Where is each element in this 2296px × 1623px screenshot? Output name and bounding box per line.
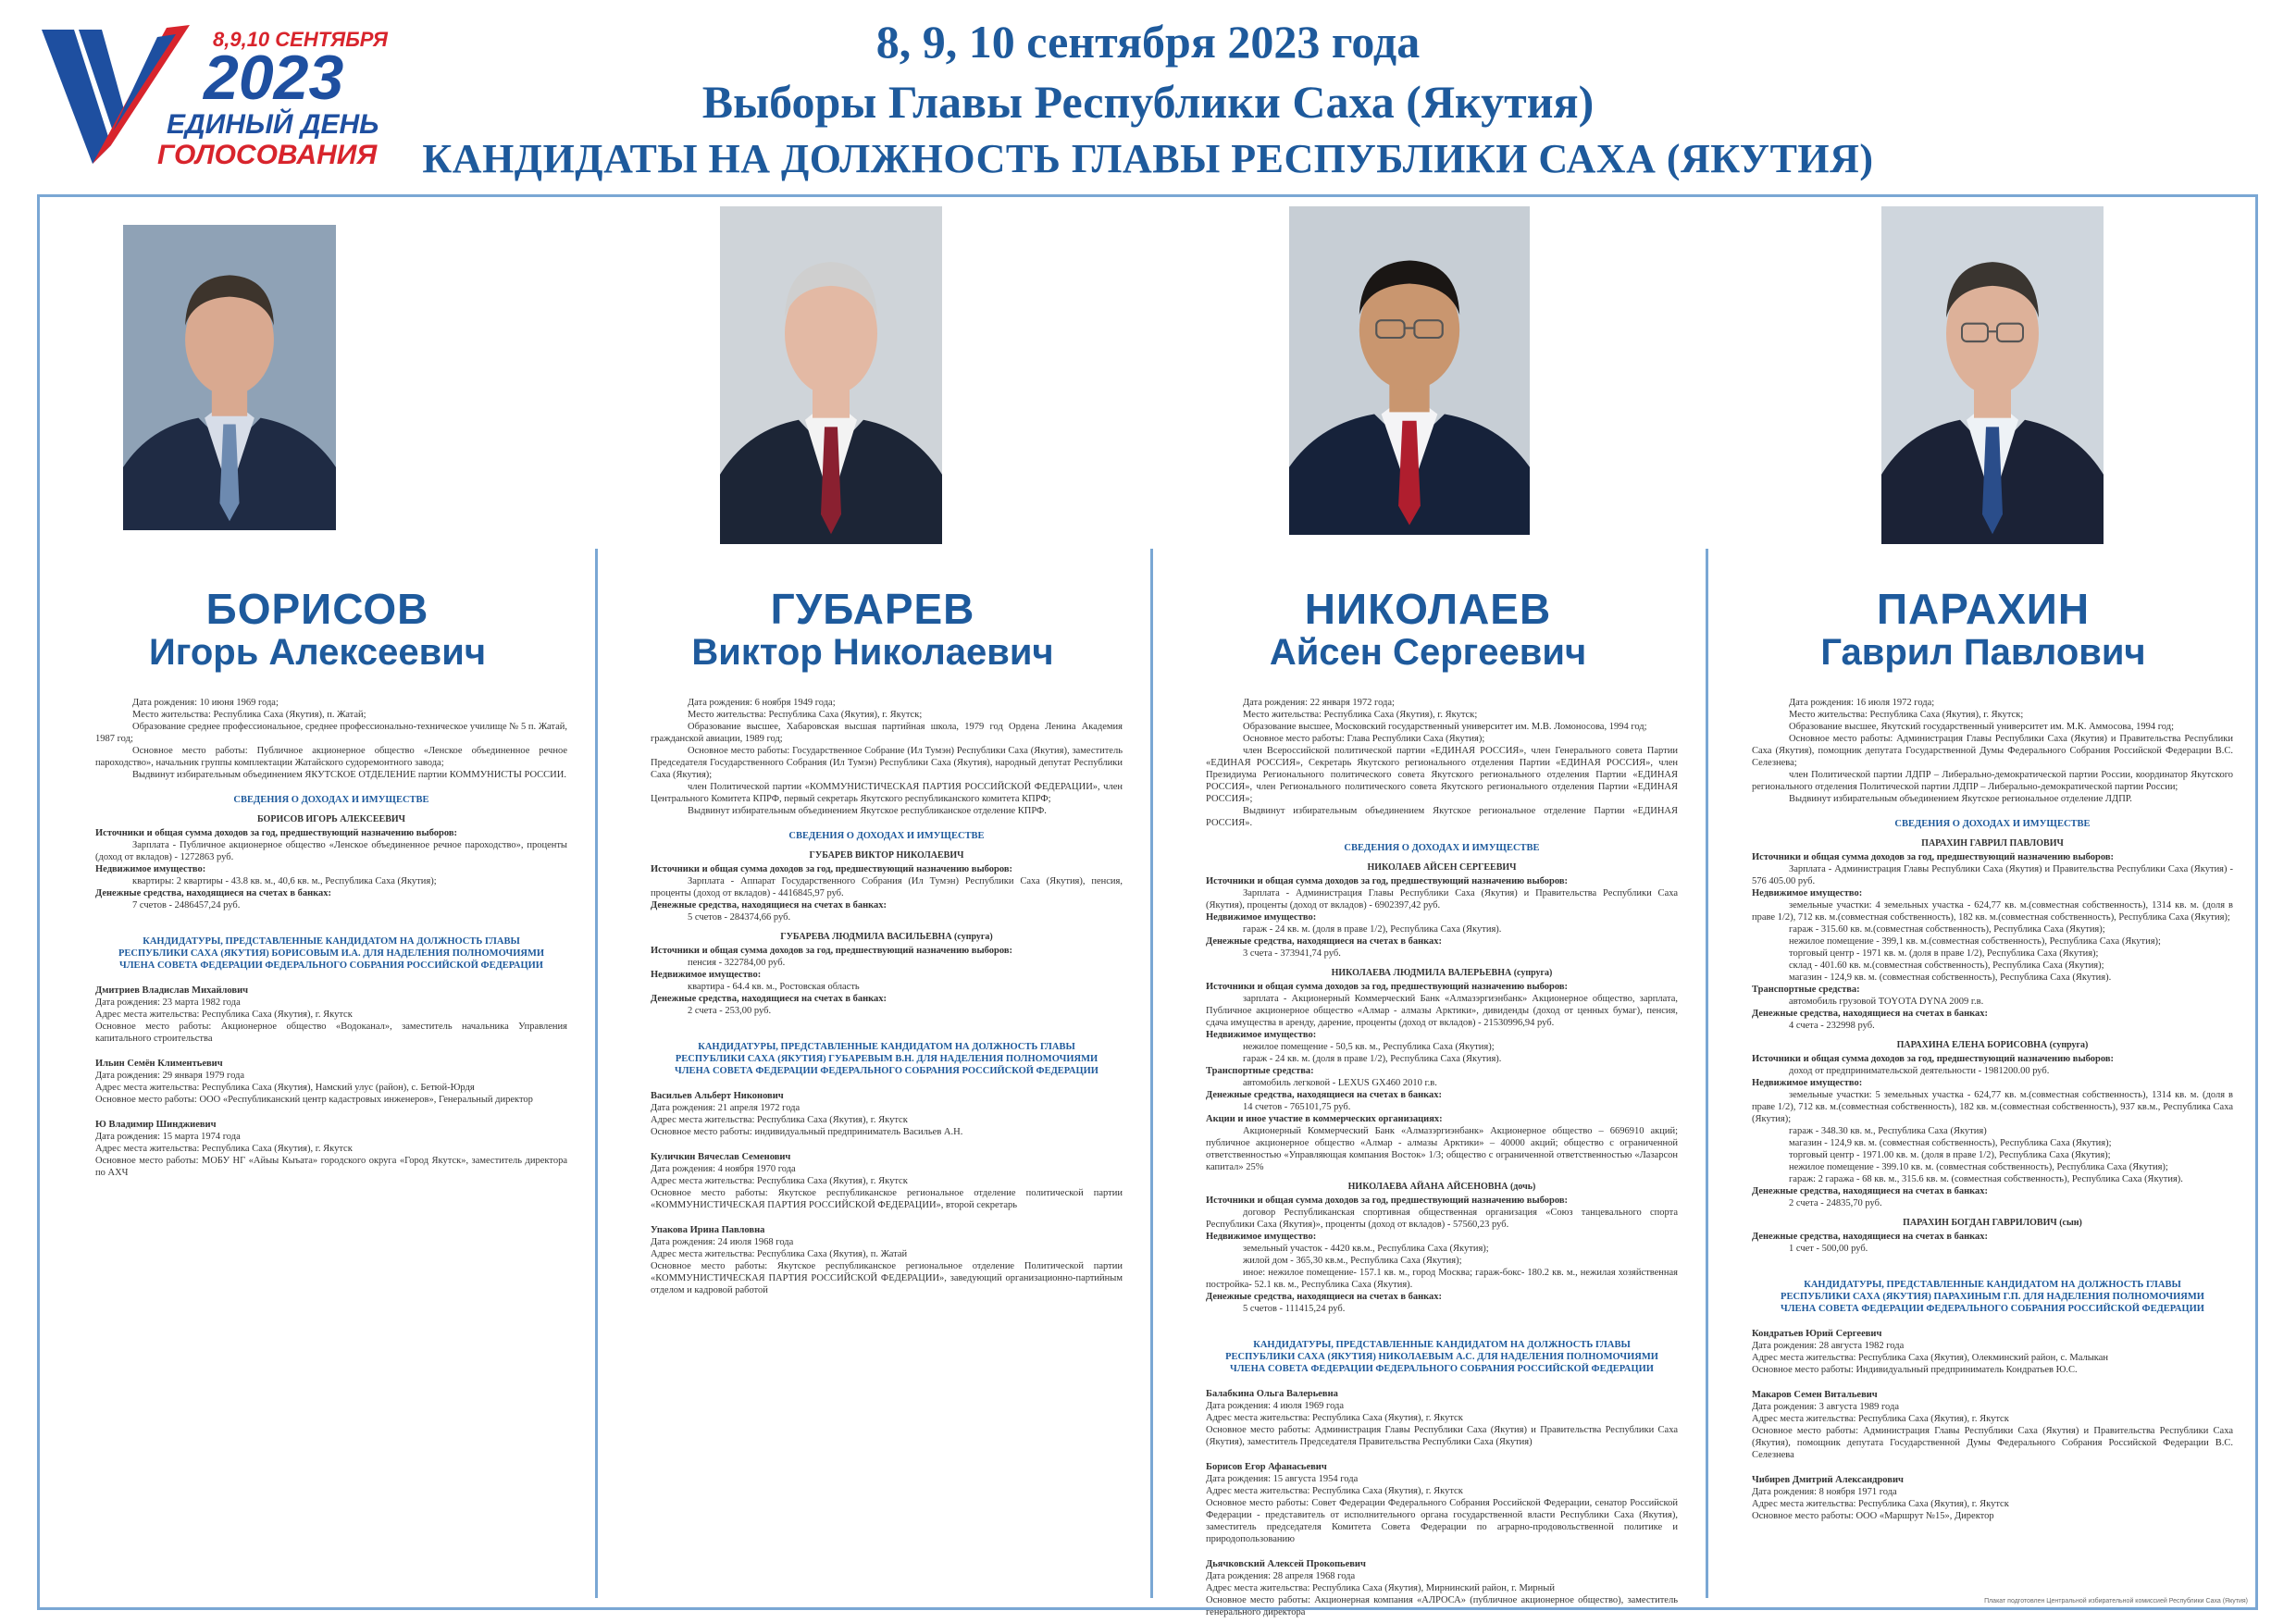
senator-detail: Основное место работы: ООО «Маршрут №15», Директор (1752, 1511, 1994, 1521)
income-line: гараж - 24 кв. м. (доля в праве 1/2), Республика Саха (Якутия). (1243, 924, 1502, 935)
income-line: Денежные средства, находящиеся на счетах в банках: (1752, 1186, 1989, 1196)
senator-detail: Основное место работы: индивидуальный предприниматель Васильев А.Н. (651, 1127, 963, 1137)
bio-line: Дата рождения: 22 января 1972 года; (1243, 698, 1395, 708)
candidate-photo (1881, 206, 2104, 544)
senator-entry (1206, 1388, 1678, 1448)
income-line: нежилое помещение - 399.10 кв. м. (совместная собственность), Республика Саха (Якутия); (1789, 1162, 2168, 1172)
candidate-photo (720, 206, 942, 544)
income-line: пенсия - 322784,00 руб. (688, 958, 786, 968)
senator-detail: Дата рождения: 29 января 1979 года (95, 1071, 245, 1081)
income-line: Источники и общая сумма доходов за год, предшествующий назначению выборов: (1206, 982, 1569, 992)
income-line: автомобиль легковой - LEXUS GX460 2010 г.в. (1243, 1078, 1437, 1088)
income-line: 5 счетов - 284374,66 руб. (688, 912, 791, 923)
senator-detail: Адрес места жительства: Республика Саха (Якутия), Мирнинский район, г. Мирный (1206, 1583, 1555, 1593)
bio-line: Образование среднее профессиональное, среднее профессионально-техническое училище № 5 п. Жатай, 1987 год; (95, 722, 567, 744)
candidate-column (40, 197, 595, 1608)
senators-title: КАНДИДАТУРЫ, ПРЕДСТАВЛЕННЫЕ КАНДИДАТОМ НА ДОЛЖНОСТЬ ГЛАВЫ РЕСПУБЛИКИ САХА (ЯКУТИЯ) НИКОЛАЕВЫМ А.С. ДЛЯ НАДЕЛЕНИЯ ПОЛНОМОЧИЯМИ ЧЛЕНА СОВЕТА ФЕДЕРАЦИИ ФЕДЕРАЛЬНОГО СОБРАНИЯ РОССИЙСКОЙ ФЕДЕРАЦИИ (1225, 1340, 1658, 1374)
income-line: Зарплата - Администрация Главы Республики Саха (Якутия) и Правительства Республики Саха (Якутия), проценты (доход от вкладов) - 6902397,42 руб. (1206, 888, 1678, 911)
income-line: Денежные средства, находящиеся на счетах в банках: (1206, 1090, 1443, 1100)
bio-line: Образование высшее, Московский государственный университет им. М.В. Ломоносова, 1994 год; (1243, 722, 1647, 732)
candidate-column (595, 197, 1150, 1608)
income-line: Денежные средства, находящиеся на счетах в банках: (1752, 1232, 1989, 1242)
income-line: торговый центр - 1971.00 кв. м. (доля в праве 1/2), Республика Саха (Якутия); (1789, 1150, 2111, 1160)
income-line: магазин - 124,9 кв. м. (совместная собственность), Республика Саха (Якутия); (1789, 1138, 2112, 1148)
candidate-bio (1206, 697, 1678, 1618)
senator-name: Куличкин Вячеслав Семенович (651, 1152, 791, 1162)
income-line: Источники и общая сумма доходов за год, предшествующий назначению выборов: (1752, 852, 2115, 862)
senator-detail: Адрес места жительства: Республика Саха (Якутия), г. Якутск (651, 1115, 908, 1125)
bio-line: Основное место работы: Государственное Собрание (Ил Тумэн) Республики Саха (Якутия), заместитель Председателя Государственного Собрания (Ил Тумэн) Республики Саха (Якутия), народный депутат Республики Саха (Якутия); (651, 746, 1123, 780)
income-line: 2 счета - 24835,70 руб. (1789, 1198, 1882, 1208)
poster-header (0, 11, 2296, 187)
income-person: ГУБАРЕВ ВИКТОР НИКОЛАЕВИЧ (809, 850, 964, 861)
income-line: склад - 401.60 кв. м.(совместная собственность), Республика Саха (Якутия); (1789, 960, 2104, 971)
senator-detail: Основное место работы: ООО «Республиканский центр кадастровых инженеров», Генеральный директор (95, 1095, 533, 1105)
income-line: Акции и иное участие в коммерческих организациях: (1206, 1114, 1443, 1124)
senator-entry (651, 1090, 1123, 1138)
senator-detail: Дата рождения: 3 августа 1989 года (1752, 1402, 1899, 1412)
logo-dates: 8,9,10 СЕНТЯБРЯ (213, 28, 388, 51)
candidate-name: Гаврил Павлович (1820, 632, 2146, 673)
income-line: договор Республиканская спортивная общественная организация «Союз танцевального спорта Республики Саха (Якутия)», проценты (доход от вкладов) - 57560,23 руб. (1206, 1208, 1678, 1230)
header-subtitle: КАНДИДАТЫ НА ДОЛЖНОСТЬ ГЛАВЫ РЕСПУБЛИКИ САХА (ЯКУТИЯ) (422, 136, 1874, 181)
candidate-surname: НИКОЛАЕВ (1304, 585, 1552, 633)
senator-detail: Основное место работы: Акционерная компания «АЛРОСА» (публичное акционерное общество), заместитель генерального директора (1206, 1595, 1678, 1617)
senator-name: Васильев Альберт Никонович (651, 1091, 784, 1101)
bio-line: Дата рождения: 10 июня 1969 года; (132, 698, 279, 708)
candidate-name: Игорь Алексеевич (148, 632, 487, 673)
senator-name: Балабкина Ольга Валерьевна (1206, 1389, 1338, 1399)
income-line: автомобиль грузовой TOYOTA DYNA 2009 г.в. (1789, 997, 1984, 1007)
income-section-title: СВЕДЕНИЯ О ДОХОДАХ И ИМУЩЕСТВЕ (788, 831, 985, 841)
income-line: Акционерный Коммерческий Банк «Алмазэргиэнбанк» Акционерное общество – 6696910 акций; публичное акционерное общество «Алмар - алмазы Арктики» – 40000 акций; общество с ограниченной ответственностью «Управляющая компания Восток» 1/3; общество с ограниченной ответственностью «Лазарсон капитал» 25% (1206, 1126, 1678, 1172)
senator-detail: Дата рождения: 21 апреля 1972 года (651, 1103, 800, 1113)
senator-entry (651, 1151, 1123, 1211)
candidate-surname: ГУБАРЕВ (770, 585, 975, 633)
senator-detail: Адрес места жительства: Республика Саха (Якутия), Намский улус (район), с. Бетюй-Юрдя (95, 1083, 475, 1093)
income-person: НИКОЛАЕВ АЙСЕН СЕРГЕЕВИЧ (1367, 862, 1517, 873)
income-line: 14 счетов - 765101,75 руб. (1243, 1102, 1351, 1112)
income-person: НИКОЛАЕВА ЛЮДМИЛА ВАЛЕРЬЕВНА (супруга) (1331, 968, 1553, 978)
income-line: Зарплата - Публичное акционерное общество «Ленское объединенное речное пароходство», проценты (доход от вкладов) - 1272863 руб. (95, 840, 567, 862)
bio-line: Образование высшее, Якутский государственный университет им. М.К. Аммосова, 1994 год; (1789, 722, 2174, 732)
income-line: Денежные средства, находящиеся на счетах в банках: (651, 900, 887, 911)
income-line: Источники и общая сумма доходов за год, предшествующий назначению выборов: (1206, 876, 1569, 886)
senator-detail: Дата рождения: 28 апреля 1968 года (1206, 1571, 1356, 1581)
candidate-bio (1752, 697, 2233, 1522)
senator-name: Ильин Семён Климентьевич (95, 1059, 223, 1069)
income-line: Недвижимое имущество: (1752, 1078, 1863, 1088)
candidate-surname: БОРИСОВ (205, 585, 429, 633)
senators-title: КАНДИДАТУРЫ, ПРЕДСТАВЛЕННЫЕ КАНДИДАТОМ НА ДОЛЖНОСТЬ ГЛАВЫ РЕСПУБЛИКИ САХА (ЯКУТИЯ) ПАРАХИНЫМ Г.П. ДЛЯ НАДЕЛЕНИЯ ПОЛНОМОЧИЯМИ ЧЛЕНА СОВЕТА ФЕДЕРАЦИИ ФЕДЕРАЛЬНОГО СОБРАНИЯ РОССИЙСКОЙ ФЕДЕРАЦИИ (1781, 1280, 2204, 1314)
bio-line: Основное место работы: Публичное акционерное общество «Ленское объединенное речное пароходство», начальник группы комплектации Жатайского судоремонтного завода; (95, 746, 567, 768)
income-line: 7 счетов - 2486457,24 руб. (132, 900, 241, 911)
income-line: Недвижимое имущество: (651, 970, 762, 980)
senators-title: КАНДИДАТУРЫ, ПРЕДСТАВЛЕННЫЕ КАНДИДАТОМ НА ДОЛЖНОСТЬ ГЛАВЫ РЕСПУБЛИКИ САХА (ЯКУТИЯ) ГУБАРЕВЫМ В.Н. ДЛЯ НАДЕЛЕНИЯ ПОЛНОМОЧИЯМИ ЧЛЕНА СОВЕТА ФЕДЕРАЦИИ ФЕДЕРАЛЬНОГО СОБРАНИЯ РОССИЙСКОЙ ФЕДЕРАЦИИ (675, 1042, 1098, 1076)
bio-line: Основное место работы: Администрация Главы Республики Саха (Якутия) и Правительства Республики Саха (Якутия), помощник депутата Государственной Думы Федерального Собрания Российской Федерации В.С. Селезнева; (1752, 734, 2233, 768)
income-line: земельный участок - 4420 кв.м., Республика Саха (Якутия); (1243, 1244, 1489, 1254)
senator-entry (95, 1119, 567, 1179)
income-line: Недвижимое имущество: (95, 864, 206, 874)
income-person: НИКОЛАЕВА АЙАНА АЙСЕНОВНА (дочь) (1347, 1182, 1536, 1192)
bio-line: Место жительства: Республика Саха (Якутия), г. Якутск; (1789, 710, 2024, 720)
income-line: Источники и общая сумма доходов за год, предшествующий назначению выборов: (95, 828, 458, 838)
senator-name: Макаров Семен Витальевич (1752, 1390, 1878, 1400)
income-line: торговый центр - 1971 кв. м. (доля в праве 1/2), Республика Саха (Якутия); (1789, 948, 2099, 959)
senator-detail: Основное место работы: Совет Федерации Федерального Собрания Российской Федерации, сенатор Российской Федерации - представитель от исполнительного органа государственной власти Республики Саха (Якутия), заместитель председателя Комитета Совета Федерации по аграрно-продовольственной политике и природопользованию (1206, 1498, 1678, 1544)
income-line: Денежные средства, находящиеся на счетах в банках: (1752, 1009, 1989, 1019)
income-line: земельные участки: 5 земельных участка - 624,77 кв. м.(совместная собственность), 1314 кв. м. (доля в праве 1/2), 712 кв. м.(совместная собственность), 182 кв. м.(совместная собственность), 937 кв.м., Республика Саха (Якутия); (1752, 1090, 2233, 1124)
senator-entry (95, 985, 567, 1045)
logo-line1: ЕДИНЫЙ ДЕНЬ (167, 109, 379, 140)
income-line: Недвижимое имущество: (1206, 1232, 1317, 1242)
income-line: квартиры: 2 квартиры - 43.8 кв. м., 40,6 кв. м., Республика Саха (Якутия); (132, 876, 437, 886)
income-line: нежилое помещение - 50,5 кв. м., Республика Саха (Якутия); (1243, 1042, 1495, 1052)
senator-detail: Адрес места жительства: Республика Саха (Якутия), г. Якутск (1752, 1499, 2009, 1509)
senator-detail: Дата рождения: 23 марта 1982 года (95, 997, 241, 1008)
candidate-bio (651, 697, 1123, 1296)
senator-detail: Адрес места жительства: Республика Саха (Якутия), г. Якутск (1752, 1414, 2009, 1424)
income-line: земельные участки: 4 земельных участка - 624,77 кв. м.(совместная собственность), 1314 кв. м. (доля в праве 1/2), 712 кв. м.(совместная собственность), 182 кв. м.(совместная собственность), Республика Саха (Якутия); (1752, 900, 2233, 923)
income-section-title: СВЕДЕНИЯ О ДОХОДАХ И ИМУЩЕСТВЕ (1344, 843, 1540, 853)
income-line: Недвижимое имущество: (1752, 888, 1863, 898)
bio-line: член Политической партии «КОММУНИСТИЧЕСКАЯ ПАРТИЯ РОССИЙСКОЙ ФЕДЕРАЦИИ», член Центрального Комитета КПРФ, первый секретарь Якутского республиканского комитета КПРФ; (651, 782, 1123, 804)
bio-line: Место жительства: Республика Саха (Якутия), г. Якутск; (688, 710, 923, 720)
senators-title: КАНДИДАТУРЫ, ПРЕДСТАВЛЕННЫЕ КАНДИДАТОМ НА ДОЛЖНОСТЬ ГЛАВЫ РЕСПУБЛИКИ САХА (ЯКУТИЯ) БОРИСОВЫМ И.А. ДЛЯ НАДЕЛЕНИЯ ПОЛНОМОЧИЯМИ ЧЛЕНА СОВЕТА ФЕДЕРАЦИИ ФЕДЕРАЛЬНОГО СОБРАНИЯ РОССИЙСКОЙ ФЕДЕРАЦИИ (118, 936, 545, 971)
logo-line2: ГОЛОСОВАНИЯ (157, 140, 378, 168)
senator-detail: Основное место работы: Администрация Главы Республики Саха (Якутия) и Правительства Республики Саха (Якутия), заместитель Председателя Правительства Республики Саха (Якутия) (1206, 1425, 1678, 1447)
bio-line: Дата рождения: 16 июля 1972 года; (1789, 698, 1935, 708)
income-line: иное: нежилое помещение- 157.1 кв. м., город Москва; гараж-бокс- 180.2 кв. м., нежилая хозяйственная постройка- 52.1 кв. м., Республика Саха (Якутия). (1206, 1268, 1678, 1290)
income-person: БОРИСОВ ИГОРЬ АЛЕКСЕЕВИЧ (257, 814, 405, 824)
senator-detail: Дата рождения: 24 июля 1968 года (651, 1237, 794, 1247)
income-line: Денежные средства, находящиеся на счетах в банках: (1206, 936, 1443, 947)
income-line: Источники и общая сумма доходов за год, предшествующий назначению выборов: (1206, 1196, 1569, 1206)
income-line: 1 счет - 500,00 руб. (1789, 1244, 1868, 1254)
senator-detail: Дата рождения: 15 августа 1954 года (1206, 1474, 1359, 1484)
bio-line: Место жительства: Республика Саха (Якутия), г. Якутск; (1243, 710, 1478, 720)
header-dates: 8, 9, 10 сентября 2023 года (875, 16, 1421, 68)
income-line: 4 счета - 232998 руб. (1789, 1021, 1875, 1031)
senator-name: Борисов Егор Афанасьевич (1206, 1462, 1327, 1472)
senator-name: Дмитриев Владислав Михайлович (95, 985, 249, 996)
senator-entry (95, 1058, 567, 1106)
senator-detail: Адрес места жительства: Республика Саха (Якутия), Олекминский район, с. Малыкан (1752, 1353, 2109, 1363)
candidate-photo (1289, 206, 1530, 535)
candidate-name: Виктор Николаевич (691, 632, 1054, 673)
senator-name: Ю Владимир Шинджиевич (95, 1120, 217, 1130)
income-line: Источники и общая сумма доходов за год, предшествующий назначению выборов: (651, 864, 1013, 874)
senator-detail: Основное место работы: Администрация Главы Республики Саха (Якутия) и Правительства Республики Саха (Якутия), помощник депутата Государственной Думы Федерального Собрания Российской Федерации В.С. Селезнева (1752, 1426, 2233, 1460)
income-line: магазин - 124,9 кв. м. (совместная собственность), Республика Саха (Якутия). (1789, 973, 2112, 983)
bio-line: Место жительства: Республика Саха (Якутия), п. Жатай; (132, 710, 366, 720)
income-line: Транспортные средства: (1206, 1066, 1314, 1076)
income-section-title: СВЕДЕНИЯ О ДОХОДАХ И ИМУЩЕСТВЕ (1894, 819, 2091, 829)
senator-detail: Дата рождения: 28 августа 1982 года (1752, 1341, 1905, 1351)
senator-detail: Дата рождения: 8 ноября 1971 года (1752, 1487, 1897, 1497)
income-line: гараж - 24 кв. м. (доля в праве 1/2), Республика Саха (Якутия). (1243, 1054, 1502, 1064)
senator-entry (1752, 1328, 2233, 1376)
bio-line: Образование высшее, Хабаровская высшая партийная школа, 1979 год Ордена Ленина Академия гражданской авиации, 1989 год; (651, 722, 1123, 744)
senator-entry (1752, 1389, 2233, 1461)
income-section-title: СВЕДЕНИЯ О ДОХОДАХ И ИМУЩЕСТВЕ (233, 795, 429, 805)
senator-entry (651, 1224, 1123, 1296)
senator-detail: Основное место работы: Индивидуальный предприниматель Кондратьев Ю.С. (1752, 1365, 2078, 1375)
bio-line: Выдвинут избирательным объединением Якутское республиканское отделение КПРФ. (688, 806, 1047, 816)
income-line: Недвижимое имущество: (1206, 912, 1317, 923)
candidate-surname: ПАРАХИН (1876, 585, 2091, 633)
candidate-column (1706, 197, 2261, 1608)
bio-line: Выдвинут избирательным объединением Якутское региональное отделение Партии «ЕДИНАЯ РОССИЯ». (1206, 806, 1678, 828)
senator-detail: Дата рождения: 4 июля 1969 года (1206, 1401, 1345, 1411)
income-line: Денежные средства, находящиеся на счетах в банках: (1206, 1292, 1443, 1302)
candidates-frame (37, 194, 2258, 1617)
income-person: ГУБАРЕВА ЛЮДМИЛА ВАСИЛЬЕВНА (супруга) (780, 932, 993, 942)
senator-name: Кондратьев Юрий Сергеевич (1752, 1329, 1882, 1339)
income-line: доход от предпринимательской деятельности - 1981200.00 руб. (1789, 1066, 2050, 1076)
logo-year: 2023 (204, 43, 344, 113)
senator-detail: Адрес места жительства: Республика Саха (Якутия), г. Якутск (1206, 1413, 1463, 1423)
senator-entry (1752, 1474, 2233, 1522)
senator-name: Чибирев Дмитрий Александрович (1752, 1475, 1904, 1485)
header-title: Выборы Главы Республики Саха (Якутия) (701, 76, 1595, 128)
candidate-column (1150, 197, 1706, 1617)
income-line: Денежные средства, находящиеся на счетах в банках: (651, 994, 887, 1004)
income-line: Зарплата - Администрация Главы Республики Саха (Якутия) и Правительства Республики Саха (Якутия) - 576 405.00 руб. (1752, 864, 2233, 886)
income-person: ПАРАХИН ГАВРИЛ ПАВЛОВИЧ (1921, 838, 2064, 849)
income-person: ПАРАХИНА ЕЛЕНА БОРИСОВНА (супруга) (1896, 1040, 2089, 1050)
income-line: 3 счета - 373941,74 руб. (1243, 948, 1341, 959)
senator-entry (1206, 1558, 1678, 1618)
senator-name: Дьячковский Алексей Прокопьевич (1206, 1559, 1366, 1569)
income-line: Денежные средства, находящиеся на счетах в банках: (95, 888, 332, 898)
income-line: зарплата - Акционерный Коммерческий Банк «Алмазэргиэнбанк» Акционерное общество, зарплата, Публичное акционерное общество «Алмар - алмазы Арктики», дивиденды (доход от ценных бумаг), пенсия, сдача имущества в аренду, дарение, проценты (доход от вкладов) - 21530996,94 руб. (1206, 994, 1678, 1028)
senator-detail: Адрес места жительства: Республика Саха (Якутия), г. Якутск (1206, 1486, 1463, 1496)
senator-detail: Дата рождения: 4 ноября 1970 года (651, 1164, 796, 1174)
bio-line: Основное место работы: Глава Республики Саха (Якутия); (1243, 734, 1485, 744)
income-line: Недвижимое имущество: (1206, 1030, 1317, 1040)
candidate-bio (95, 697, 567, 1179)
senator-detail: Адрес места жительства: Республика Саха (Якутия), г. Якутск (651, 1176, 908, 1186)
income-line: жилой дом - 365,30 кв.м., Республика Саха (Якутия); (1243, 1256, 1462, 1266)
income-line: гараж: 2 гаража - 68 кв. м., 315.6 кв. м. (совместная собственность), Республика Саха (Якутия). (1789, 1174, 2183, 1184)
senator-detail: Адрес места жительства: Республика Саха (Якутия), п. Жатай (651, 1249, 908, 1259)
senator-name: Упакова Ирина Павловна (651, 1225, 765, 1235)
candidate-name: Айсен Сергеевич (1269, 632, 1587, 673)
senator-detail: Основное место работы: Якутское республиканское региональное отделение политической партии «КОММУНИСТИЧЕСКАЯ ПАРТИЯ РОССИЙСКОЙ ФЕДЕРАЦИИ», второй секретарь (651, 1188, 1123, 1210)
senator-detail: Основное место работы: Якутское республиканское региональное отделение Политической партии «КОММУНИСТИЧЕСКАЯ ПАРТИЯ РОССИЙСКОЙ ФЕДЕРАЦИИ», заведующий организационно-партийным отделом и кадровой работой (651, 1261, 1123, 1295)
senator-detail: Основное место работы: МОБУ НГ «Айыы Кыъата» городского округа «Город Якутск», заместитель директора по АХЧ (95, 1156, 567, 1178)
bio-line: Дата рождения: 6 ноября 1949 года; (688, 698, 836, 708)
senator-detail: Адрес места жительства: Республика Саха (Якутия), г. Якутск (95, 1144, 353, 1154)
income-line: Зарплата - Аппарат Государственного Собрания (Ил Тумэн) Республики Саха (Якутия), пенсия, проценты (доход от вкладов) - 4416845,97 руб. (651, 876, 1123, 898)
senator-detail: Дата рождения: 15 марта 1974 года (95, 1132, 241, 1142)
bio-line: Выдвинут избирательным объединением Якутское региональное отделение ЛДПР. (1789, 794, 2132, 804)
footnote: Плакат подготовлен Центральной избирательной комиссией Республики Саха (Якутия) (1984, 1598, 2248, 1604)
income-line: Транспортные средства: (1752, 985, 1860, 995)
income-line: Источники и общая сумма доходов за год, предшествующий назначению выборов: (1752, 1054, 2115, 1064)
income-line: 2 счета - 253,00 руб. (688, 1006, 772, 1016)
senator-detail: Основное место работы: Акционерное общество «Водоканал», заместитель начальника Управления капитального строительства (95, 1022, 567, 1044)
senator-detail: Адрес места жительства: Республика Саха (Якутия), г. Якутск (95, 1010, 353, 1020)
income-line: 5 счетов - 111415,24 руб. (1243, 1304, 1346, 1314)
income-line: Источники и общая сумма доходов за год, предшествующий назначению выборов: (651, 946, 1013, 956)
income-person: ПАРАХИН БОГДАН ГАВРИЛОВИЧ (сын) (1903, 1218, 2082, 1228)
bio-line: Выдвинут избирательным объединением ЯКУТСКОЕ ОТДЕЛЕНИЕ партии КОММУНИСТЫ РОССИИ. (132, 770, 566, 780)
senator-entry (1206, 1461, 1678, 1545)
income-line: гараж - 348.30 кв. м., Республика Саха (Якутия) (1789, 1126, 1987, 1136)
income-line: нежилое помещение - 399,1 кв. м.(совместная собственность), Республика Саха (Якутия); (1789, 936, 2161, 947)
income-line: квартира - 64.4 кв. м., Ростовская область (688, 982, 860, 992)
income-line: гараж - 315.60 кв. м.(совместная собственность), Республика Саха (Якутия); (1789, 924, 2105, 935)
candidate-photo (123, 225, 336, 530)
bio-line: член Политической партии ЛДПР – Либерально-демократической партии России, координатор Якутского регионального отделения Политической партии ЛДПР – Либерально-демократической партии России; (1752, 770, 2233, 792)
bio-line: член Всероссийской политической партии «ЕДИНАЯ РОССИЯ», член Генерального совета Партии «ЕДИНАЯ РОССИЯ», Секретарь Якутского регионального отделения Партии «ЕДИНАЯ РОССИЯ», член Президиума Регионального политического совета Якутского регионального отделения Партии «ЕДИНАЯ РОССИЯ», член Регионального политического совета Якутского регионального отделения Партии «ЕДИНАЯ РОССИЯ»; (1206, 746, 1678, 804)
